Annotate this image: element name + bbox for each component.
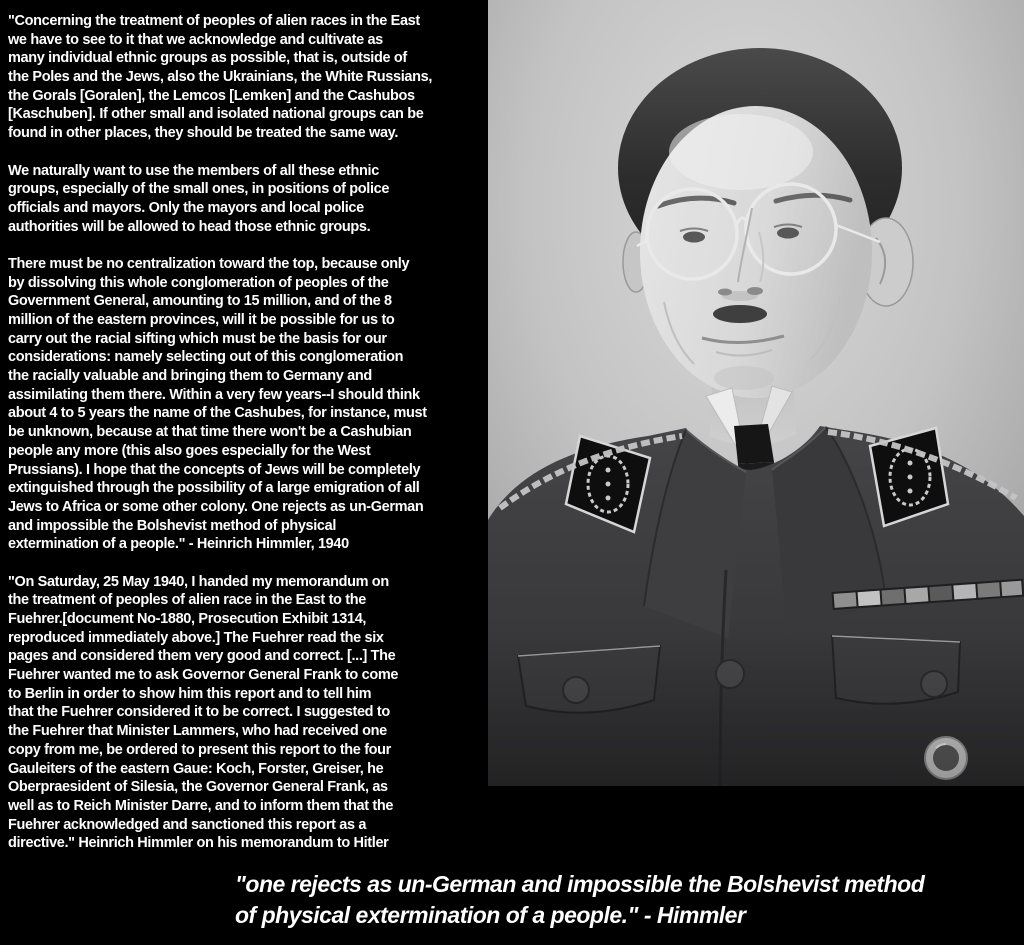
quote-line: reproduced immediately above.] The Fuehrer read the six	[8, 629, 384, 646]
photo-bottom-shade	[488, 630, 1024, 786]
quote-line: well as to Reich Minister Darre, and to inform them that the	[8, 797, 394, 814]
quote-line: Fuehrer acknowledged and sanctioned this report as a	[8, 816, 367, 833]
quote-line: to Berlin in order to show him this report and to tell him	[8, 685, 372, 702]
quote-line: [Kaschuben]. If other small and isolated national groups can be	[8, 106, 424, 123]
mustache	[713, 305, 767, 323]
quote-line: pages and considered them very good and correct. [...] The	[8, 648, 396, 665]
quote-paragraph-3	[8, 255, 486, 554]
left-lens	[647, 189, 737, 279]
quote-line: found in other places, they should be treated the same way.	[8, 125, 399, 142]
quote-line: Gauleiters of the eastern Gaue: Koch, Forster, Greiser, he	[8, 760, 384, 777]
quote-line: we have to see to it that we acknowledge and cultivate as	[8, 31, 383, 48]
quote-line: Prussians). I hope that the concepts of Jews will be completely	[8, 461, 421, 478]
quote-line: extermination of a people." - Heinrich Himmler, 1940	[8, 536, 349, 553]
quote-line: about 4 to 5 years the name of the Cashubes, for instance, must	[8, 405, 427, 422]
quote-line: extinguished through the possibility of a large emigration of all	[8, 480, 420, 497]
quote-line: assimilating them there. Within a very few years--I should think	[8, 386, 420, 403]
quote-line: considerations: namely selecting out of this conglomeration	[8, 349, 404, 366]
quote-line: We naturally want to use the members of all these ethnic	[8, 162, 379, 179]
quote-line: "On Saturday, 25 May 1940, I handed my memorandum on	[8, 573, 389, 590]
quote-line: the treatment of peoples of alien race in the East to the	[8, 592, 366, 609]
quote-line: groups, especially of the small ones, in positions of police	[8, 181, 390, 198]
quote-line: the Fuehrer that Minister Lammers, who had received one	[8, 723, 387, 740]
quote-line: by dissolving this whole conglomeration of peoples of the	[8, 274, 389, 291]
quote-line: There must be no centralization toward the top, because only	[8, 255, 410, 272]
quote-line: million of the eastern provinces, will it be possible for us to	[8, 312, 395, 328]
quote-line: many individual ethnic groups as possible, that is, outside of	[8, 50, 407, 67]
portrait-svg	[488, 0, 1024, 786]
quote-line: the Poles and the Jews, also the Ukrainians, the White Russians,	[8, 69, 432, 86]
quote-line: Fuehrer wanted me to ask Governor General Frank to come	[8, 667, 399, 684]
left-nostril	[718, 289, 732, 296]
quote-line: Fuehrer.[document No-1880, Prosecution Exhibit 1314,	[8, 611, 367, 627]
quote-line: authorities will be allowed to head those ethnic groups.	[8, 218, 371, 235]
quote-line: Oberpraesident of Silesia, the Governor General Frank, as	[8, 779, 388, 796]
quote-line: Jews to Africa or some other colony. One rejects as un-German	[8, 498, 424, 515]
right-lens	[746, 184, 836, 274]
quote-line: people any more (this also goes especially for the West	[8, 442, 371, 459]
quote-paragraph-1	[8, 12, 486, 143]
quote-line: the racially valuable and bringing them to Germany and	[8, 368, 372, 385]
quote-line: Government General, amounting to 15 million, and of the 8	[8, 293, 392, 310]
quote-line: and impossible the Bolshevist method of physical	[8, 517, 337, 534]
forehead-highlight	[669, 114, 813, 190]
chin-shade	[714, 366, 774, 390]
portrait-photo	[488, 0, 1024, 786]
quote-line: "Concerning the treatment of peoples of alien races in the East	[8, 13, 420, 29]
tie-knot	[734, 424, 774, 464]
caption-line: "one rejects as un-German and impossible the Bolshevist method	[235, 871, 925, 897]
quote-block	[8, 12, 486, 872]
quote-paragraph-4	[8, 573, 486, 853]
quote-line: copy from me, be ordered to present this report to the four	[8, 741, 391, 758]
quote-line: be unknown, because at that time there won't be a Cashubian	[8, 424, 412, 441]
quote-line: that the Fuehrer considered it to be correct. I suggested to	[8, 704, 390, 721]
caption-line: of physical extermination of a people." - Himmler	[235, 902, 746, 928]
quote-line: the Gorals [Goralen], the Lemcos [Lemken] and the Cashubos	[8, 87, 415, 104]
right-nostril	[747, 287, 763, 295]
quote-line: carry out the racial sifting which must be the basis for our	[8, 330, 387, 347]
quote-paragraph-2	[8, 162, 486, 237]
quote-line: officials and mayors. Only the mayors and local police	[8, 199, 364, 216]
bottom-caption	[235, 869, 924, 931]
quote-line: directive." Heinrich Himmler on his memorandum to Hitler	[8, 835, 389, 852]
